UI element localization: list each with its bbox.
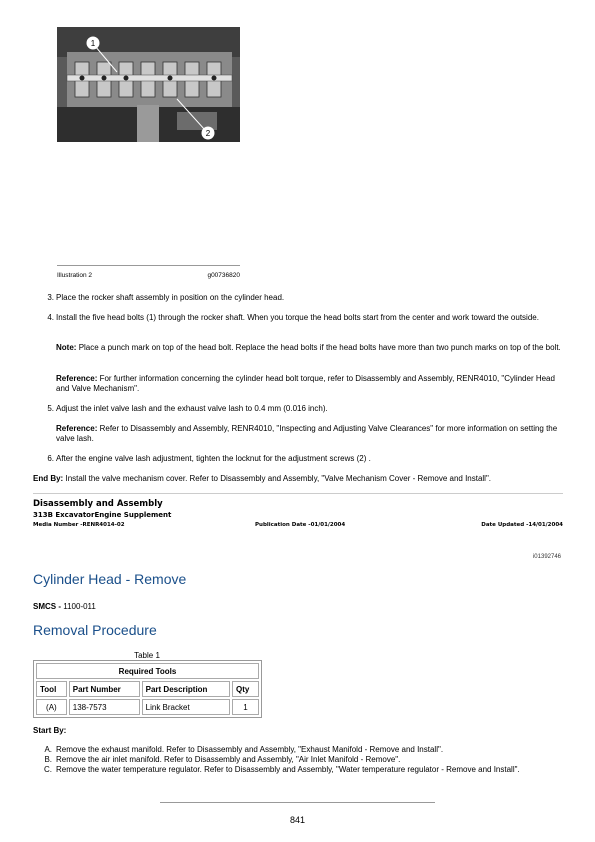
table-caption: Table 1 <box>134 651 160 660</box>
step-text: Adjust the inlet valve lash and the exhaust valve lash to 0.4 mm (0.016 inch). <box>56 404 328 413</box>
item-letter: A. <box>44 745 52 754</box>
step-number: 5. <box>47 404 54 413</box>
page-number: 841 <box>289 815 306 825</box>
note-label: Note: <box>56 343 77 352</box>
start-by-label: Start By: <box>33 726 67 735</box>
step-number: 6. <box>47 454 54 463</box>
item-text: Remove the water temperature regulator. Refer to Disassembly and Assembly, "Water temperature regulator - Remove and Install". <box>56 764 520 774</box>
reference-head-bolt-torque <box>56 374 561 394</box>
required-tools-table <box>33 660 262 718</box>
document-id: i01392746 <box>532 554 561 560</box>
list-item <box>40 755 565 765</box>
page-title: Cylinder Head - Remove <box>33 571 187 587</box>
step-number: 3. <box>47 293 54 302</box>
reference-text: For further information concerning the cylinder head bolt torque, refer to Disassembly and Assembly, RENR4010, "Cylinder Head and Valve Mechanism". <box>56 374 555 393</box>
section-heading: Removal Procedure <box>33 622 157 638</box>
tool-cell: (A) <box>36 699 67 715</box>
qty-cell: 1 <box>232 699 259 715</box>
illustration-caption <box>57 272 240 279</box>
step-text: After the engine valve lash adjustment, tighten the locknut for the adjustment screws (2) . <box>56 454 371 463</box>
engine-photo-graphic <box>57 27 240 142</box>
callout-2: 2 <box>205 129 211 138</box>
table-title: Required Tools <box>36 663 259 679</box>
caption-label: Illustration 2 <box>57 272 93 279</box>
step-number: 4. <box>47 313 54 322</box>
note-punch-mark <box>56 343 561 353</box>
table-row <box>36 699 259 715</box>
reference-text: Refer to Disassembly and Assembly, RENR4010, "Inspecting and Adjusting Valve Clearances" for more information on setting the valve lash. <box>56 424 558 443</box>
publication-date: Publication Date -01/01/2004 <box>255 522 346 528</box>
manual-subtitle: 313B ExcavatorEngine Supplement <box>33 511 172 519</box>
column-header: Part Number <box>69 681 140 697</box>
section-divider <box>33 493 563 494</box>
column-header: Part Description <box>142 681 230 697</box>
start-by-list <box>40 745 565 774</box>
item-text: Remove the exhaust manifold. Refer to Disassembly and Assembly, "Exhaust Manifold - Remove and Install". <box>56 745 444 754</box>
caption-reference: g00736820 <box>207 272 240 279</box>
smcs-label: SMCS - <box>33 602 61 611</box>
list-item <box>40 765 565 775</box>
item-letter: B. <box>44 754 52 764</box>
note-text: Place a punch mark on top of the head bolt. Replace the head bolts if the head bolts have more than two punch marks on top of the bolt. <box>78 343 561 352</box>
smcs-code <box>33 602 96 611</box>
smcs-value: 1100-011 <box>63 602 96 611</box>
end-by <box>33 474 563 484</box>
reference-label: Reference: <box>56 374 98 383</box>
list-item <box>40 745 565 755</box>
column-header: Qty <box>232 681 259 697</box>
callout-1: 1 <box>90 39 96 48</box>
item-letter: C. <box>44 764 52 774</box>
media-number: Media Number -RENR4014-02 <box>33 522 125 528</box>
step-text: Install the five head bolts (1) through the rocker shaft. When you torque the head bolts start from the center and work toward the outside. <box>56 313 539 322</box>
manual-title: Disassembly and Assembly <box>33 499 163 509</box>
reference-valve-clearances <box>56 424 561 444</box>
end-by-label: End By: <box>33 474 64 483</box>
date-updated: Date Updated -14/01/2004 <box>481 522 563 528</box>
end-by-text: Install the valve mechanism cover. Refer to Disassembly and Assembly, "Valve Mechanism Cover - Remove and Install". <box>65 474 492 483</box>
item-text: Remove the air inlet manifold. Refer to Disassembly and Assembly, "Air Inlet Manifold - Remove". <box>56 754 401 764</box>
column-header: Tool <box>36 681 67 697</box>
publication-info <box>33 522 563 528</box>
step-text: Place the rocker shaft assembly in position on the cylinder head. <box>56 293 285 302</box>
part-description-cell: Link Bracket <box>142 699 230 715</box>
caption-divider <box>57 265 240 266</box>
part-number-cell: 138-7573 <box>69 699 140 715</box>
engine-photo <box>57 27 240 142</box>
footer-divider <box>160 802 435 803</box>
reference-label: Reference: <box>56 424 98 433</box>
